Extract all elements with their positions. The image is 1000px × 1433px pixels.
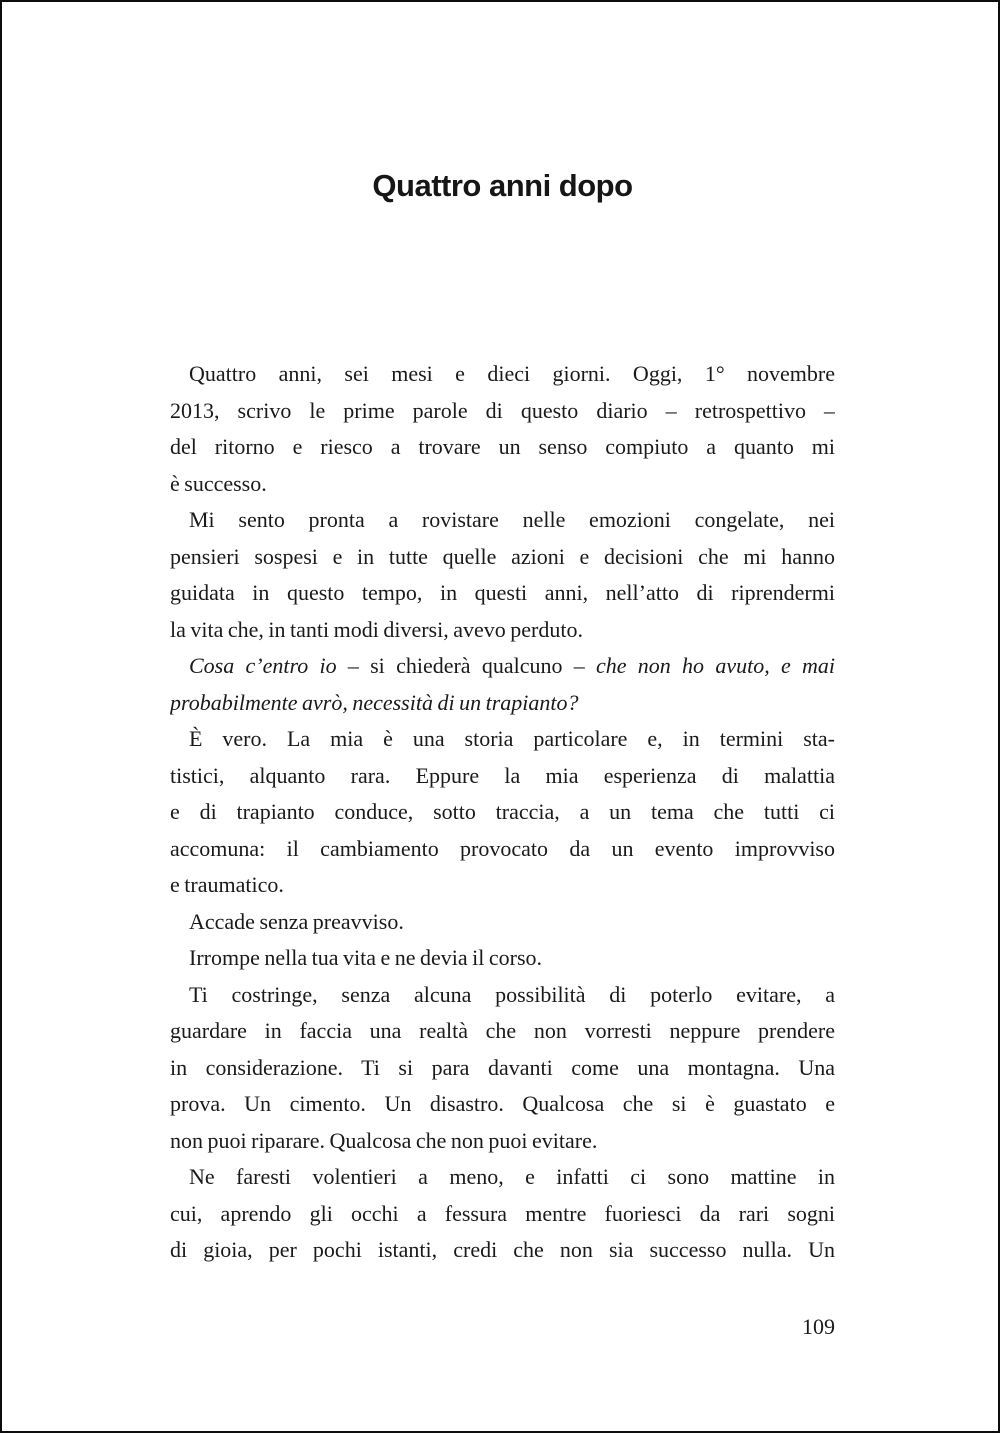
text-line <box>170 1159 835 1196</box>
body-text-segment: prova. Un cimento. Un disastro. Qualcosa che si è guastato e <box>170 1091 835 1116</box>
body-text <box>170 356 835 1269</box>
text-line <box>170 429 835 466</box>
text-line <box>170 758 835 795</box>
paragraph <box>170 977 835 1160</box>
body-text-segment: accomuna: il cambiamento provocato da un evento improvviso <box>170 835 835 861</box>
text-line <box>170 575 835 612</box>
text-line <box>170 867 835 904</box>
paragraph <box>170 940 835 977</box>
text-line <box>170 356 835 393</box>
body-text-segment: Irrompe nella tua vita e ne devia il corso. <box>189 945 543 970</box>
body-text-segment: pensieri sospesi e in tutte quelle azioni e decisioni che mi hanno <box>170 543 835 569</box>
body-text-segment: Mi sento pronta a rovistare nelle emozioni congelate, nei <box>189 507 835 532</box>
text-line <box>170 685 835 722</box>
page-number: 109 <box>802 1314 835 1339</box>
paragraph <box>170 721 835 904</box>
body-text-segment: guidata in questo tempo, in questi anni, nell’atto di riprendermi <box>170 580 835 605</box>
chapter-title: Quattro anni dopo <box>372 168 633 203</box>
text-line <box>170 466 835 503</box>
paragraph <box>170 904 835 941</box>
text-line <box>170 1232 835 1269</box>
paragraph <box>170 648 835 721</box>
text-line <box>170 612 835 649</box>
body-text-segment: Accade senza preavviso. <box>189 908 404 934</box>
body-text-segment: Ne faresti volentieri a meno, e infatti ci sono mattine in <box>189 1164 835 1189</box>
text-line <box>170 831 835 868</box>
italic-text: Cosa c’entro io <box>189 653 337 678</box>
text-line <box>170 1086 835 1123</box>
text-line <box>170 1123 835 1160</box>
text-line <box>170 794 835 831</box>
body-text-segment: 2013, scrivo le prime parole di questo diario – retrospettivo – <box>170 397 835 423</box>
text-line <box>170 539 835 576</box>
body-text-segment: la vita che, in tanti modi diversi, avevo perduto. <box>170 616 583 642</box>
body-text-segment: cui, aprendo gli occhi a fessura mentre fuoriesci da rari sogni <box>170 1200 835 1226</box>
text-line <box>170 721 835 758</box>
paragraph <box>170 1159 835 1269</box>
paragraph <box>170 356 835 502</box>
italic-text: probabilmente avrò, necessità di un trapianto? <box>170 689 579 715</box>
text-line <box>170 393 835 430</box>
text-line <box>170 977 835 1014</box>
body-text-segment: È vero. La mia è una storia particolare e, in termini sta- <box>189 726 835 751</box>
body-text-segment: è successo. <box>170 470 267 496</box>
body-text-segment: e di trapianto conduce, sotto traccia, a un tema che tutti ci <box>170 799 835 824</box>
body-text-segment: Ti costringe, senza alcuna possibilità di poterlo evitare, a <box>189 981 835 1007</box>
paragraph <box>170 502 835 648</box>
text-line <box>170 1050 835 1087</box>
body-text-segment: di gioia, per pochi istanti, credi che non sia successo nulla. Un <box>170 1237 835 1262</box>
italic-text: che non ho avuto, e mai <box>596 653 835 678</box>
text-line <box>170 1013 835 1050</box>
text-line <box>170 904 835 941</box>
body-text-segment: tistici, alquanto rara. Eppure la mia esperienza di malattia <box>170 762 835 788</box>
text-line <box>170 648 835 685</box>
body-text-segment: guardare in faccia una realtà che non vorresti neppure prendere <box>170 1018 835 1043</box>
body-text-segment: Quattro anni, sei mesi e dieci giorni. Oggi, 1° novembre <box>189 361 835 386</box>
body-text-segment: in considerazione. Ti si para davanti come una montagna. Una <box>170 1054 835 1080</box>
body-text-segment: – si chiederà qualcuno – <box>336 653 596 678</box>
text-line <box>170 502 835 539</box>
body-text-segment: e traumatico. <box>170 872 284 897</box>
body-text-segment: del ritorno e riesco a trovare un senso compiuto a quanto mi <box>170 434 835 459</box>
text-line <box>170 1196 835 1233</box>
body-text-segment: non puoi riparare. Qualcosa che non puoi evitare. <box>170 1127 598 1153</box>
text-line <box>170 940 835 977</box>
